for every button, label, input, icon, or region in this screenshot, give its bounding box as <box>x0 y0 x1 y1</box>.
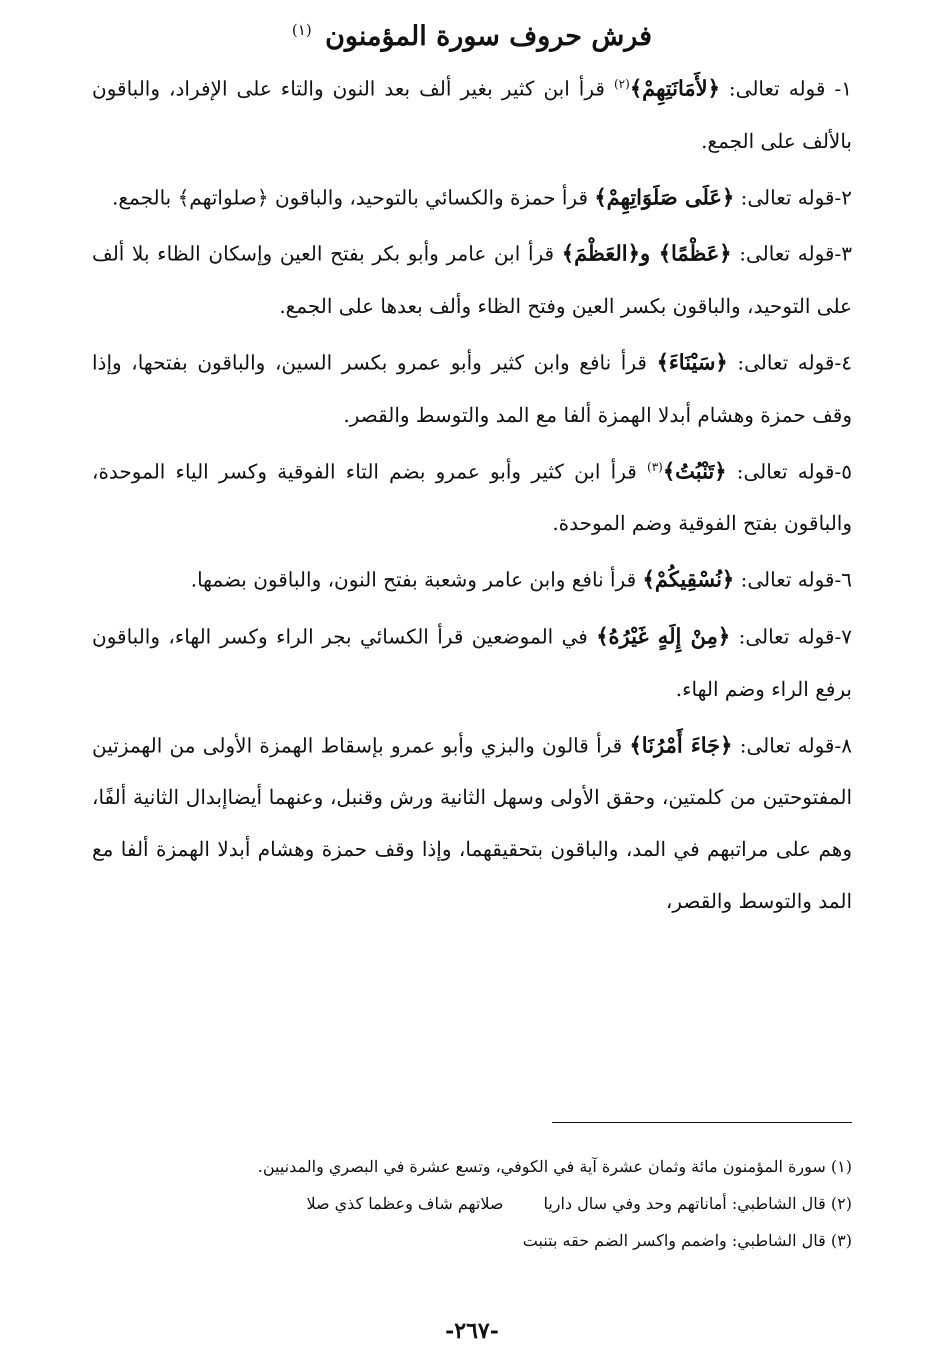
quranic-word: ﴿نُسْقِيكُمْ﴾ <box>642 566 735 592</box>
quranic-word: ﴿لأَمَانَتِهِمْ﴾ <box>629 75 720 101</box>
paragraph-5 <box>92 441 852 550</box>
paragraph-2 <box>92 167 852 224</box>
footnote-2 <box>92 1185 852 1222</box>
page-title <box>92 10 852 57</box>
paragraph-lead: ٧-قوله تعالى: <box>730 624 852 649</box>
paragraph-lead: ٣-قوله تعالى: <box>731 241 852 266</box>
paragraph-8 <box>92 715 852 928</box>
paragraph-6 <box>92 549 852 606</box>
paragraph-text: قرأ نافع وابن عامر وشعبة بفتح النون، والباقون بضمها. <box>190 567 643 592</box>
footnote-ref: (٣) <box>647 459 663 474</box>
quranic-word: ﴿مِنْ إِلَهٍ غَيْرُهُ﴾ <box>596 623 731 649</box>
paragraph-text: قرأ ابن عامر وأبو بكر بفتح العين وإسكان الظاء بلا ألف على التوحيد، والباقون بكسر العين وفتح الظاء وألف بعدها على الجمع. <box>92 241 852 318</box>
paragraph-lead: ١- قوله تعالى: <box>719 76 852 101</box>
footnote-divider <box>552 1122 852 1123</box>
paragraph-3 <box>92 223 852 332</box>
paragraph-text: قرأ قالون والبزي وأبو عمرو بإسقاط الهمزة الأولى من الهمزتين المفتوحتين من كلمتين، وحقق الأولى وسهل الثانية ورش وقنبل، وعنهما أيضاإبدال الثانية ألفًا، وهم على مراتبهم في المد، والباقون بتحقيقهما، وإذا وقف حمزة وهشام أبدلا الهمزة ألفا مع المد والتوسط والقصر، <box>92 733 852 914</box>
paragraph-lead: ٥-قوله تعالى: <box>726 459 852 484</box>
paragraph-text: قرأ حمزة والكسائي بالتوحيد، والباقون ﴿صلواتهم﴾ بالجمع. <box>112 185 595 210</box>
quranic-word: ﴿عَظْمًا﴾ و﴿العَظْمَ﴾ <box>561 240 732 266</box>
paragraph-text: قرأ ابن كثير بغير ألف بعد النون والتاء على الإفراد، والباقون بالألف على الجمع. <box>92 76 852 153</box>
footnote-1: (١) سورة المؤمنون مائة وثمان عشرة آية في الكوفي، وتسع عشرة في البصري والمدنيين. <box>257 1157 852 1176</box>
paragraph-text: قرأ ابن كثير وأبو عمرو بضم التاء الفوقية وكسر الياء الموحدة، والباقون بفتح الفوقية وضم الموحدة. <box>92 459 852 536</box>
footnotes <box>92 1148 852 1259</box>
document-page <box>92 0 852 1368</box>
paragraph-text: قرأ نافع وابن كثير وأبو عمرو بكسر السين، والباقون بفتحها، وإذا وقف حمزة وهشام أبدلا الهمزة ألفا مع المد والتوسط والقصر. <box>92 350 852 427</box>
main-text <box>92 58 852 927</box>
paragraph-lead: ٤-قوله تعالى: <box>727 350 853 375</box>
title-footnote-ref: (١) <box>291 21 312 39</box>
paragraph-lead: ٢-قوله تعالى: <box>734 185 852 210</box>
quranic-word: ﴿جَاءَ أَمْرُنَا﴾ <box>629 732 733 758</box>
paragraph-text: في الموضعين قرأ الكسائي بجر الراء وكسر الهاء، والباقون برفع الراء وضم الهاء. <box>92 624 852 701</box>
paragraph-lead: ٨-قوله تعالى: <box>732 733 853 758</box>
paragraph-1 <box>92 58 852 167</box>
quranic-word: ﴿عَلَى صَلَوَاتِهِمْ﴾ <box>594 184 735 210</box>
footnote-3: (٣) قال الشاطبي: واضمم واكسر الضم حقه بتنبت <box>522 1231 852 1250</box>
footnote-2-hemistich-1: (٢) قال الشاطبي: أماناتهم وحد وفي سال داريا <box>543 1194 852 1213</box>
page-number: -٢٦٧- <box>445 1318 499 1344</box>
paragraph-7 <box>92 606 852 715</box>
quranic-word: ﴿سَيْنَاءَ﴾ <box>656 349 728 375</box>
paragraph-4 <box>92 332 852 441</box>
paragraph-lead: ٦-قوله تعالى: <box>734 567 852 592</box>
footnote-ref: (٢) <box>613 77 630 91</box>
footnote-2-hemistich-2: صلاتهم شاف وعظما كذي صلا <box>306 1194 504 1213</box>
quranic-word: ﴿تَنْبُتُ﴾ <box>662 458 727 484</box>
title-text: فرش حروف سورة المؤمنون <box>325 21 653 52</box>
